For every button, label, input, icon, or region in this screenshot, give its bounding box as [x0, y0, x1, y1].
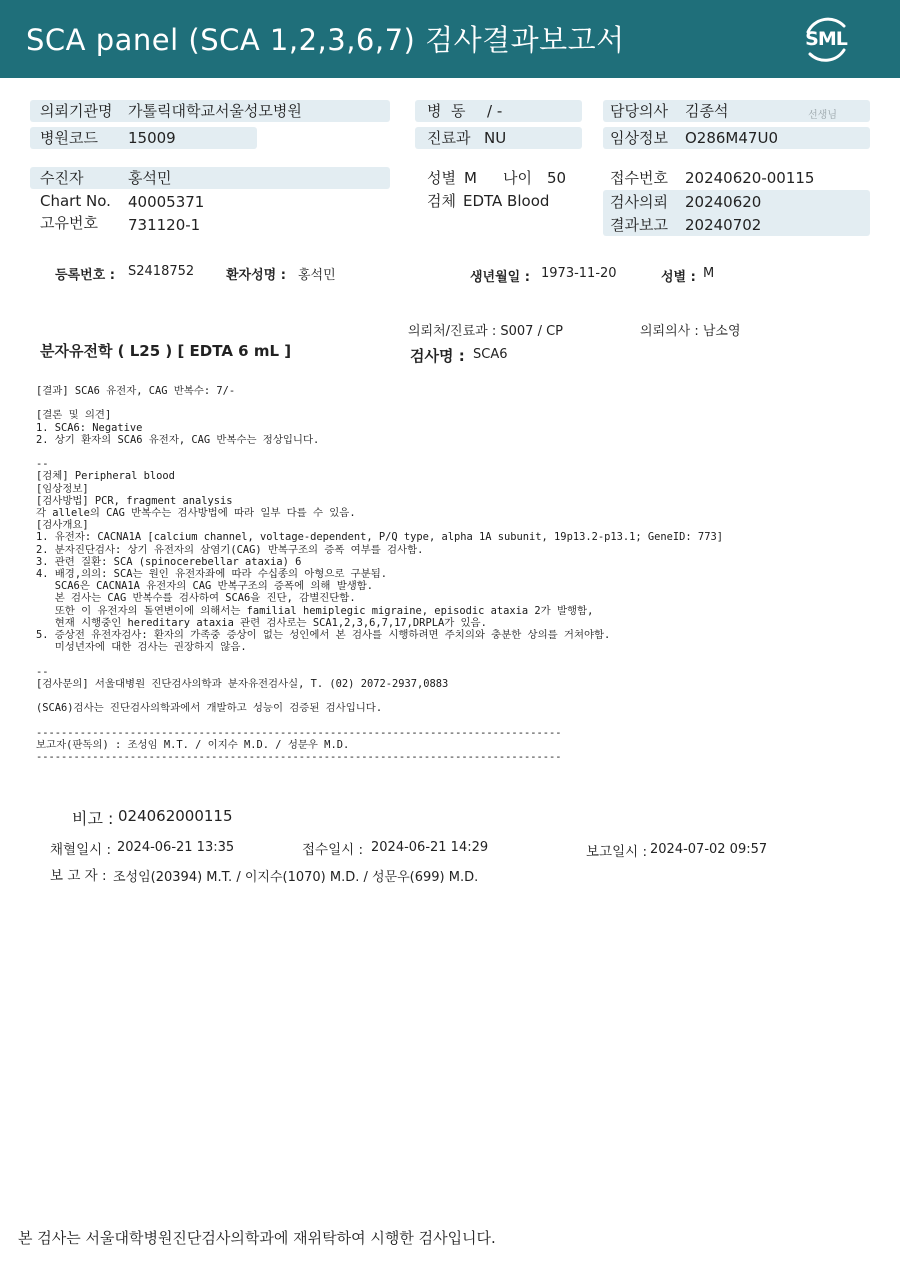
result-line: 2. 상기 환자의 SCA6 유전자, CAG 반복수는 정상입니다.	[36, 433, 320, 446]
result-line: ------------------------------------------------------------------------------------	[36, 751, 562, 764]
reg-no-value: S2418752	[128, 264, 195, 279]
logo-text: SML	[805, 28, 847, 50]
clinical-value: O286M47U0	[685, 129, 778, 147]
result-line: SCA6은 CACNA1A 유전자의 CAG 반복구조의 증폭에 의해 발생함.	[36, 580, 374, 593]
result-line: 5. 증상전 유전자검사: 환자의 가족중 증상이 없는 성인에서 본 검사를 시행하려면 주치의와 충분한 상의를 거쳐야함.	[36, 629, 611, 642]
result-line: [결과] SCA6 유전자, CAG 반복수: 7/-	[36, 385, 236, 397]
dept-value: NU	[484, 129, 507, 147]
chart-no-label: Chart No.	[40, 192, 111, 210]
receipt-no-value: 20240620-00115	[685, 169, 815, 187]
sex-value: M	[464, 169, 477, 187]
receipt-no-label: 접수번호	[610, 169, 668, 187]
patient-label: 수진자	[40, 169, 84, 187]
requesting-doctor: 의뢰의사 : 남소영	[640, 324, 741, 339]
collection-time-value: 2024-06-21 13:35	[117, 840, 235, 855]
scan-sex-value: M	[703, 266, 715, 281]
footer-note: 본 검사는 서울대학병원진단검사의학과에 재위탁하여 시행한 검사입니다.	[18, 1229, 496, 1247]
result-line: ------------------------------------------------------------------------------------	[36, 726, 562, 739]
result-line: 각 allele의 CAG 반복수는 검사방법에 따라 일부 다를 수 있음.	[36, 507, 356, 520]
result-line	[36, 653, 723, 665]
report-date-value: 20240702	[685, 216, 762, 234]
result-line: 3. 관련 질환: SCA (spinocerebellar ataxia) 6	[36, 555, 302, 568]
dob-label: 생년월일 :	[470, 270, 530, 285]
patient-row	[30, 167, 390, 189]
chart-no-value: 40005371	[128, 193, 205, 211]
patient-name-label: 환자성명 :	[226, 268, 286, 283]
test-name-label: 검사명 :	[410, 347, 465, 365]
collection-time-label: 채혈일시 :	[50, 842, 112, 858]
test-name-value: SCA6	[473, 347, 508, 362]
scan-sex-label: 성별 :	[661, 270, 696, 285]
result-line: [임상정보]	[36, 482, 89, 495]
hospital-code-label: 병원코드	[40, 129, 98, 147]
unique-no-label: 고유번호	[40, 214, 98, 232]
report-title: SCA panel (SCA 1,2,3,6,7) 검사결과보고서	[26, 23, 625, 57]
specimen-value: EDTA Blood	[463, 192, 550, 210]
reporter-value: 조성임(20394) M.T. / 이지수(1070) M.D. / 성문우(699) M.D.	[113, 870, 479, 885]
result-line	[36, 397, 723, 409]
result-line: [결론 및 의견]	[36, 409, 112, 422]
request-date-value: 20240620	[685, 193, 762, 211]
age-value: 50	[547, 169, 567, 187]
result-line: [검사방법] PCR, fragment analysis	[36, 494, 233, 507]
result-line: 2. 분자진단검사: 상기 유전자의 삼염기(CAG) 반복구조의 증폭 여부를 검사함.	[36, 543, 424, 556]
specimen-label: 검체	[427, 192, 456, 210]
remark-label: 비고 :	[72, 809, 114, 828]
result-line: 4. 배경,의의: SCA는 원인 유전자좌에 따라 수십종의 아형으로 구분됨.	[36, 568, 388, 581]
report-time-value: 2024-07-02 09:57	[650, 842, 768, 857]
institution-value: 가톨릭대학교서울성모병원	[128, 102, 302, 120]
result-body-text	[36, 385, 723, 763]
ward-label: 병 동	[427, 102, 466, 120]
age-label: 나이	[503, 169, 532, 187]
sex-label: 성별	[427, 169, 456, 187]
result-line: 현재 시행중인 hereditary ataxia 관련 검사로는 SCA1,2,3,6,7,17,DRPLA가 있음.	[36, 616, 487, 629]
result-line: 1. SCA6: Negative	[36, 421, 143, 434]
result-line	[36, 714, 723, 726]
dob-value: 1973-11-20	[541, 266, 617, 281]
requester-info: 의뢰처/진료과 : S007 / CP	[408, 324, 563, 339]
result-line: --	[36, 458, 49, 471]
remark-value: 024062000115	[118, 807, 233, 825]
request-date-label: 검사의뢰	[610, 193, 668, 211]
sml-logo	[798, 12, 854, 68]
result-line: [검사문의] 서울대병원 진단검사의학과 분자유전검사실, T. (02) 2072-2937,0883	[36, 677, 449, 690]
result-line: (SCA6)검사는 진단검사의학과에서 개발하고 성능이 검증된 검사입니다.	[36, 702, 383, 715]
patient-value: 홍석민	[128, 169, 172, 187]
result-line	[36, 446, 723, 458]
result-line: 또한 이 유전자의 돌연변이에 의해서는 familial hemiplegic migraine, episodic ataxia 2가 발행함,	[36, 604, 594, 617]
result-line: --	[36, 665, 49, 678]
reg-no-label: 등록번호 :	[55, 268, 115, 283]
report-time-label: 보고일시 :	[586, 844, 648, 860]
patient-name-value: 홍석민	[298, 268, 336, 283]
reporter-label: 보 고 자 :	[50, 868, 107, 884]
result-line: 1. 유전자: CACNA1A [calcium channel, voltage-dependent, P/Q type, alpha 1A subunit, 19p13.2-p13.1; GeneID: 773]	[36, 531, 723, 544]
report-date-label: 결과보고	[610, 216, 668, 234]
result-line: 미성년자에 대한 검사는 권장하지 않음.	[36, 641, 247, 654]
result-line: [검사개요]	[36, 519, 89, 532]
result-line: 본 검사는 CAG 반복수를 검사하여 SCA6을 진단, 감별진단함.	[36, 592, 356, 605]
doctor-label: 담당의사	[610, 102, 668, 120]
clinical-label: 임상정보	[610, 129, 668, 147]
doctor-value: 김종석	[685, 102, 729, 120]
result-line	[36, 690, 723, 702]
dept-label: 진료과	[427, 129, 471, 147]
result-line: [검체] Peripheral blood	[36, 470, 175, 483]
unique-no-value: 731120-1	[128, 216, 201, 234]
receive-time-label: 접수일시 :	[302, 842, 364, 858]
section-title: 분자유전학 ( L25 ) [ EDTA 6 mL ]	[40, 342, 292, 360]
institution-label: 의뢰기관명	[40, 102, 113, 120]
receive-time-value: 2024-06-21 14:29	[371, 840, 489, 855]
ward-value: / -	[487, 102, 503, 120]
hospital-code-value: 15009	[128, 129, 176, 147]
result-line: 보고자(판독의) : 조성임 M.T. / 이지수 M.D. / 성문우 M.D.	[36, 738, 350, 751]
doctor-suffix: 선생님	[808, 110, 837, 121]
report-header	[0, 0, 900, 78]
